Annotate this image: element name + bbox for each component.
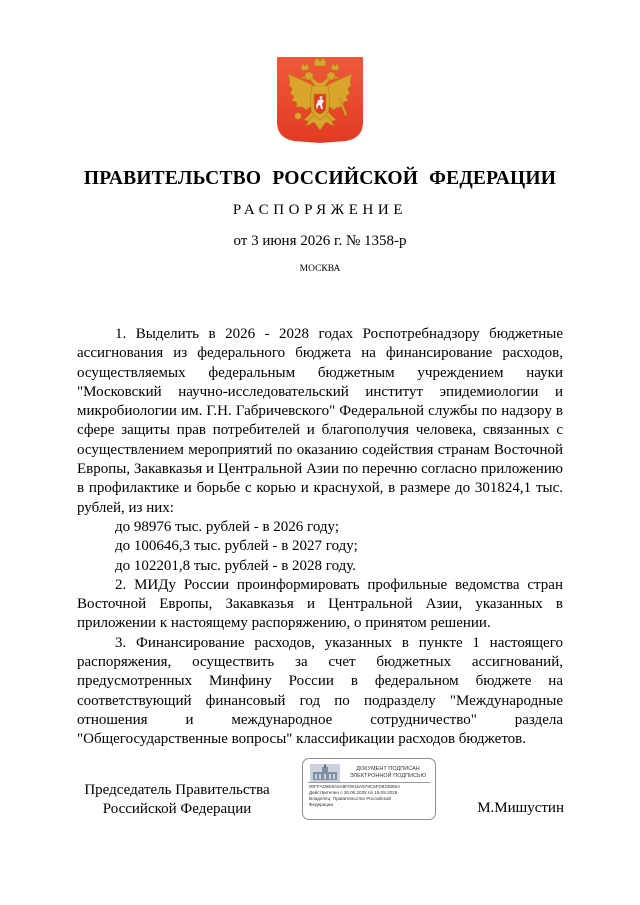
stamp-divider — [308, 782, 430, 783]
document-body — [77, 325, 563, 750]
document-city: МОСКВА — [299, 264, 341, 274]
electronic-signature-stamp — [302, 758, 436, 820]
amount-2026: до 98976 тыс. рублей - в 2026 году; — [115, 518, 339, 535]
amount-2027: до 100646,3 тыс. рублей - в 2027 году; — [115, 538, 358, 555]
signatory-position — [77, 781, 277, 820]
paragraph-2: 2. МИДу России проинформировать профильные ведомства стран Восточной Европы, Закавказья и Центральной Азии, указанных в приложении к настоящему распоряжению, о принятом решении. — [77, 576, 563, 632]
government-title: ПРАВИТЕЛЬСТВО РОССИЙСКОЙ ФЕДЕРАЦИИ — [83, 168, 557, 189]
stamp-details — [309, 784, 433, 808]
document-type: РАСПОРЯЖЕНИЕ — [232, 202, 408, 218]
amount-2028: до 102201,8 тыс. рублей - в 2028 году. — [115, 557, 357, 574]
coat-of-arms-icon — [276, 56, 364, 144]
building-icon — [310, 764, 340, 782]
position-line-1: Председатель Правительства — [84, 782, 270, 798]
stamp-title: ДОКУМЕНТ ПОДПИСАН ЭЛЕКТРОННОЙ ПОДПИСЬЮ — [349, 766, 427, 779]
certificate-owner-2: Федерации — [309, 801, 334, 807]
signatory-name: М.Мишустин — [477, 800, 564, 816]
certificate-validity: Действителен с 26.06.2025 по 19.09.2026 — [309, 789, 398, 795]
position-line-2: Российской Федерации — [102, 801, 252, 818]
certificate-number: 00FFAD6E8A5A8FD815A579C5FD823885A — [309, 784, 401, 789]
document-date-number: от 3 июня 2026 г. № 1358-р — [233, 233, 407, 249]
paragraph-1: 1. Выделить в 2026 - 2028 годах Роспотребнадзору бюджетные ассигнования из федерального бюджета на финансирование расходов, осуществляемых федеральным бюджетным учреждением науки "Московский научно-исследовательский институт эпидемиологии и микробиологии им. Г.Н. Габричевского" Федеральной службы по надзору в сфере защиты прав потребителей и благополучия человека, связанных с осуществлением мероприятий по оказанию содействия странам Восточной Европы, Закавказья и Центральной Азии по перечню согласно приложению в профилактике и борьбе с корью и краснухой, в размере до 301824,1 тыс. рублей, из них: — [77, 326, 563, 516]
paragraph-3: 3. Финансирование расходов, указанных в пункте 1 настоящего распоряжения, осуществить за счет бюджетных ассигнований, предусмотренных Минфину России в федеральном бюджете на соответствующий финансовый год по подразделу "Международные отношения и международное сотрудничество" раздела "Общегосударственные вопросы" классификации расходов бюджетов. — [77, 634, 563, 748]
certificate-owner-1: Владелец: Правительство Российской — [309, 795, 391, 801]
